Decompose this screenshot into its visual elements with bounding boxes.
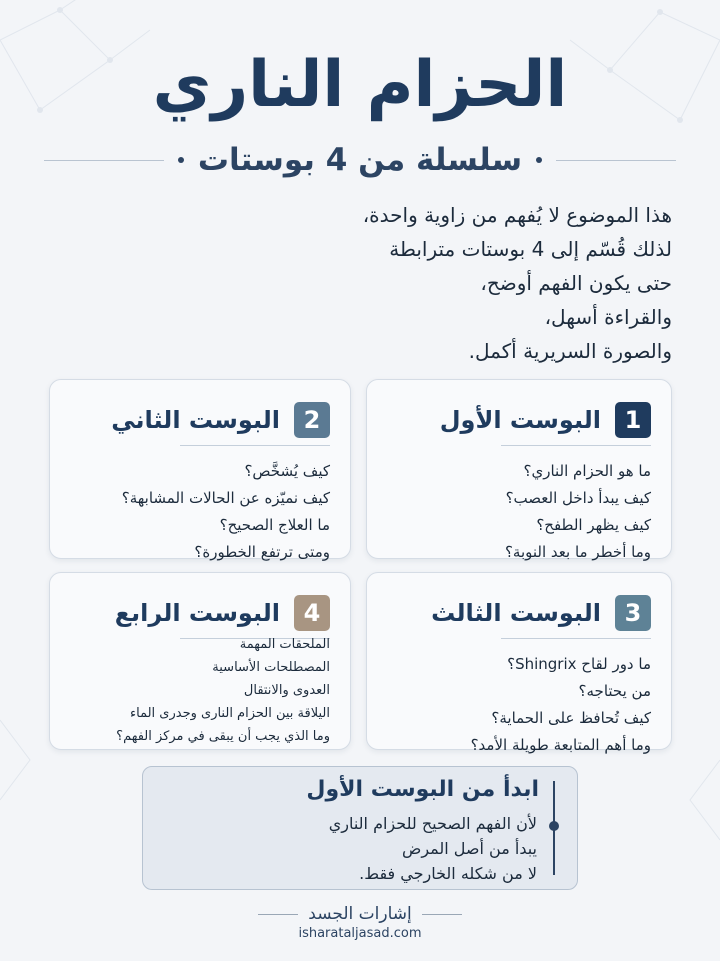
page-title: الحزام الناري [152,48,568,122]
intro-line: حتى يكون الفهم أوضح، [480,271,672,295]
intro-paragraph [342,198,672,368]
list-item: اليلاقة بين الحزام النارى وجدرى الماء [130,706,330,721]
list-item: وما أخطر ما بعد النوبة؟ [504,543,651,561]
post-card-title: البوست الثاني [111,406,280,434]
footer [0,904,720,941]
brand-name: إشارات الجسد [308,904,412,924]
list-item: الملحقات المهمة [239,637,330,652]
callout-line: يبدأ من أصل المرض [401,839,537,858]
post-number-badge: 3 [615,595,651,631]
post-card-header [387,398,651,442]
intro-line: هذا الموضوع لا يُفهم من زاوية واحدة، [362,203,672,227]
post-card-title: البوست الأول [439,406,601,434]
subtitle-row [0,142,720,178]
list-item: ما دور لقاح Shingrix؟ [507,655,651,673]
post-title-underline [180,445,330,446]
subtitle-divider-right [556,160,676,161]
post-number-badge: 1 [615,402,651,438]
post-title-underline [501,445,651,446]
post-number-badge: 2 [294,402,330,438]
start-here-callout [142,766,578,890]
post-card-header [70,398,330,442]
list-item: كيف يظهر الطفح؟ [536,516,651,534]
list-item: وما أهم المتابعة طويلة الأمد؟ [470,736,651,754]
subtitle-dot-left [178,157,184,163]
post-topics-list [62,633,330,748]
post-card-header [387,591,651,635]
list-item: ومتى ترتفع الخطورة؟ [194,543,330,561]
list-item: كيف يبدأ داخل العصب؟ [505,489,651,507]
callout-title: ابدأ من البوست الأول [306,777,539,802]
list-item: العدوى والانتقال [243,683,330,698]
list-item: من يحتاجه؟ [578,682,651,700]
subtitle-dot-right [536,157,542,163]
callout-body [329,811,537,886]
footer-divider [258,914,298,915]
footer-divider [422,914,462,915]
post-card-title: البوست الرابع [114,599,280,627]
post-title-underline [501,638,651,639]
intro-line: والصورة السريرية أكمل. [468,339,672,363]
list-item: كيف تُحافظ على الحماية؟ [491,709,651,727]
post-topics-list [379,458,651,566]
website-url: isharataljasad.com [298,926,422,941]
post-card-4 [49,572,351,750]
post-card-2 [49,379,351,559]
footer-brand-row [0,904,720,924]
post-topics-list [62,458,330,566]
intro-line: والقراءة أسهل، [544,305,672,329]
post-card-title: البوست الثالث [431,599,601,627]
callout-accent-dot [549,821,559,831]
subtitle-divider-left [44,160,164,161]
list-item: كيف يُشخَّص؟ [244,462,330,480]
post-number-badge: 4 [294,595,330,631]
callout-line: لا من شكله الخارجي فقط. [359,864,537,883]
post-topics-list [379,651,651,759]
list-item: المصطلحات الأساسية [212,660,330,675]
page-subtitle: سلسلة من 4 بوستات [197,142,523,178]
callout-line: لأن الفهم الصحيح للحزام الناري [328,814,537,833]
list-item: وما الذي يجب أن يبقى في مركز الفهم؟ [116,729,330,744]
intro-line: لذلك قُسّم إلى 4 بوستات مترابطة [389,237,672,261]
list-item: كيف نميّزه عن الحالات المشابهة؟ [121,489,330,507]
list-item: ما العلاج الصحيح؟ [219,516,330,534]
post-card-header [70,591,330,635]
post-card-1 [366,379,672,559]
list-item: ما هو الحزام الناري؟ [523,462,651,480]
post-card-3 [366,572,672,754]
